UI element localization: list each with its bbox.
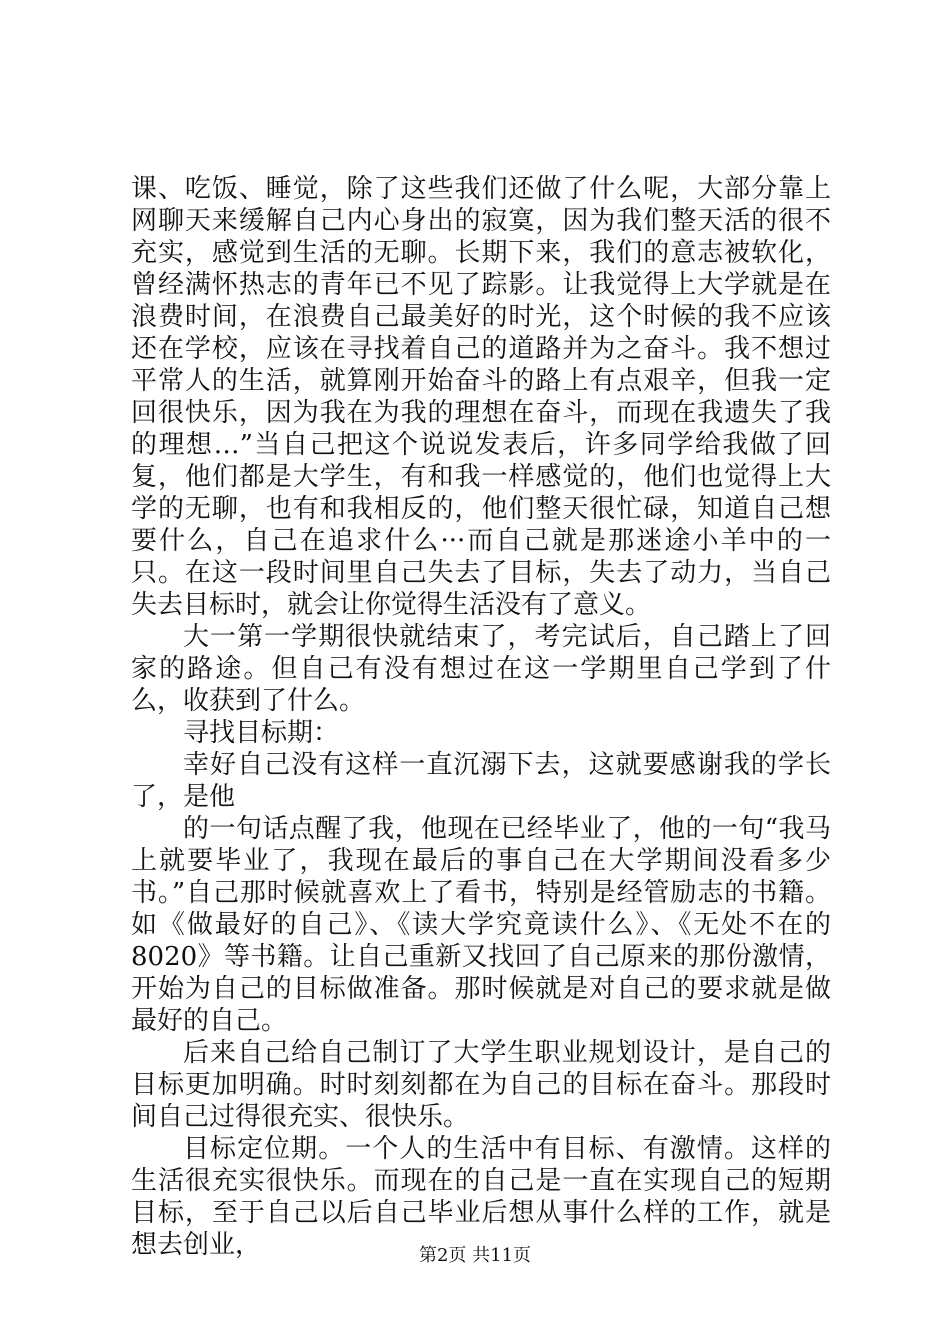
document-body — [131, 173, 831, 1261]
paragraph-4: 的一句话点醒了我，他现在已经毕业了，他的一句“我马上就要毕业了，我现在最后的事自己在大学期间没看多少书。”自己那时候就喜欢上了看书，特别是经管励志的书籍。如《做最好的自己》、《读大学究竟读什么》、《无处不在的8020》等书籍。让自己重新又找回了自己原来的那份激情，开始为自己的目标做准备。那时候就是对自己的要求就是做最好的自己。 — [131, 814, 831, 1036]
paragraph-5: 后来自己给自己制订了大学生职业规划设计，是自己的目标更加明确。时时刻刻都在为自己的目标在奋斗。那段时间自己过得很充实、很快乐。 — [131, 1038, 831, 1132]
paragraph-6: 目标定位期。一个人的生活中有目标、有激情。这样的生活很充实很快乐。而现在的自己是一直在实现自己的短期目标，至于自己以后自己毕业后想从事什么样的工作，就是想去创业， — [131, 1134, 831, 1260]
paragraph-2: 大一第一学期很快就结束了，考完试后，自己踏上了回家的路途。但自己有没有想过在这一学期里自己学到了什么，收获到了什么。 — [131, 622, 831, 716]
section-heading-finding-goals: 寻找目标期： — [183, 718, 340, 748]
paragraph-1: 课、吃饭、睡觉，除了这些我们还做了什么呢，大部分靠上网聊天来缓解自己内心身出的寂寞，因为我们整天活的很不充实，感觉到生活的无聊。长期下来，我们的意志被软化，曾经满怀热志的青年已不见了踪影。让我觉得上大学就是在浪费时间，在浪费自己最美好的时光，这个时候的我不应该还在学校，应该在寻找着自己的道路并为之奋斗。我不想过平常人的生活，就算刚开始奋斗的路上有点艰辛，但我一定回很快乐，因为我在为我的理想在奋斗，而现在我遗失了我的理想…”当自己把这个说说发表后，许多同学给我做了回复，他们都是大学生，有和我一样感觉的，他们也觉得上大学的无聊，也有和我相反的，他们整天很忙碌，知道自己想要什么，自己在追求什么···而自己就是那迷途小羊中的一只。在这一段时间里自己失去了目标，失去了动力，当自己失去目标时，就会让你觉得生活没有了意义。 — [131, 174, 831, 620]
page-number-footer: 第2页 共11页 — [418, 1245, 532, 1266]
paragraph-3: 幸好自己没有这样一直沉溺下去，这就要感谢我的学长了，是他 — [131, 750, 831, 812]
